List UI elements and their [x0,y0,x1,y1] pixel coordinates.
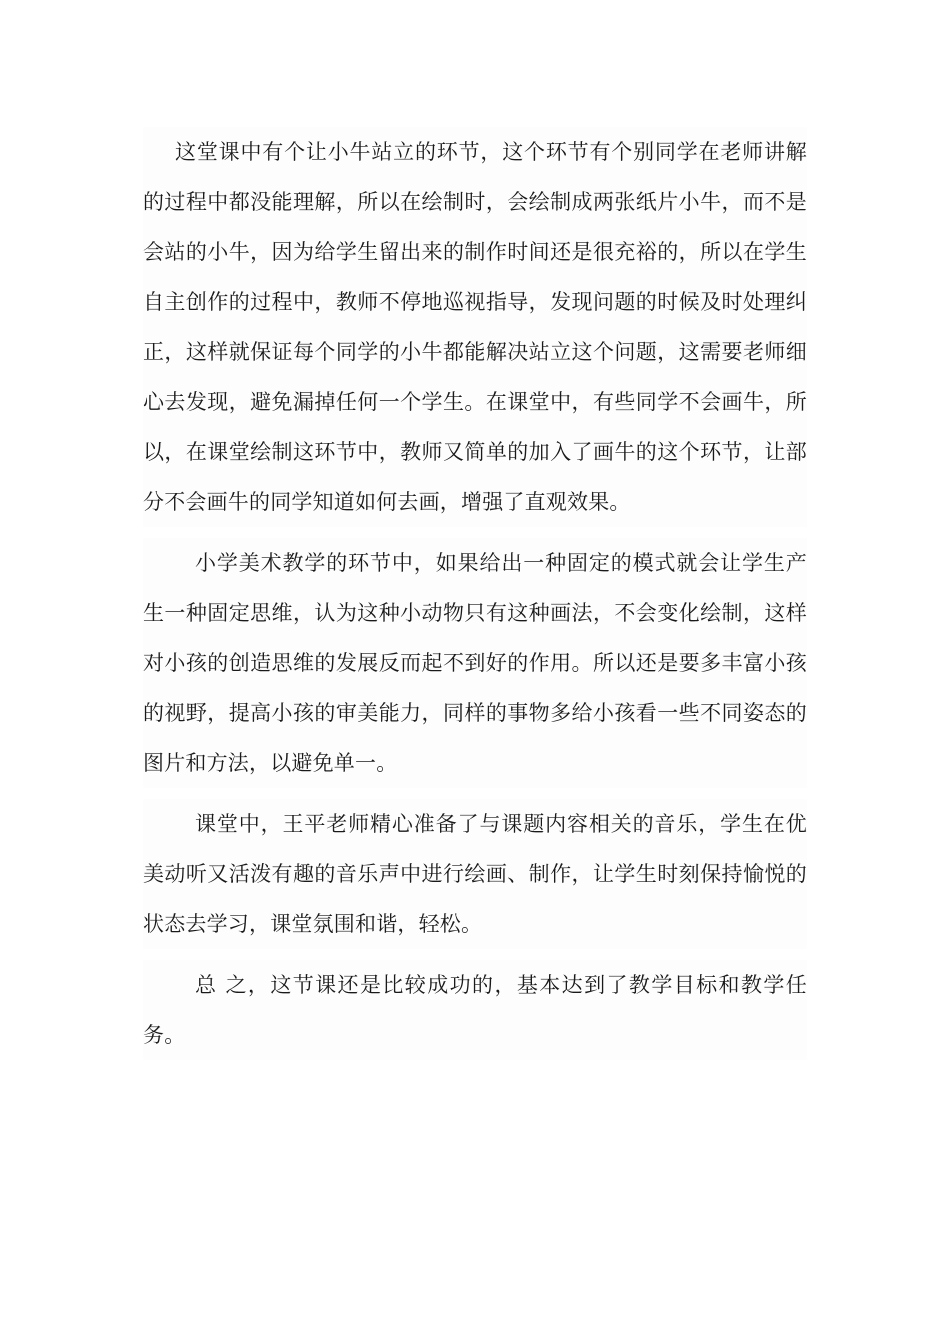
paragraph-3: 课堂中，王平老师精心准备了与课题内容相关的音乐，学生在优美动听又活泼有趣的音乐声中进行绘画、制作，让学生时刻保持愉悦的状态去学习，课堂氛围和谐，轻松。 [143,812,807,936]
paragraph-2: 小学美术教学的环节中，如果给出一种固定的模式就会让学生产生一种固定思维，认为这种小动物只有这种画法，不会变化绘制，这样对小孩的创造思维的发展反而起不到好的作用。所以还是要多丰富小孩的视野，提高小孩的审美能力，同样的事物多给小孩看一些不同姿态的图片和方法，以避免单一。 [143,551,807,775]
paragraph-1: 这堂课中有个让小牛站立的环节，这个环节有个别同学在老师讲解的过程中都没能理解，所以在绘制时，会绘制成两张纸片小牛，而不是会站的小牛，因为给学生留出来的制作时间还是很充裕的，所以在学生自主创作的过程中，教师不停地巡视指导，发现问题的时候及时处理纠正，这样就保证每个同学的小牛都能解决站立这个问题，这需要老师细心去发现，避免漏掉任何一个学生。在课堂中，有些同学不会画牛，所以，在课堂绘制这环节中，教师又简单的加入了画牛的这个环节，让部分不会画牛的同学知道如何去画，增强了直观效果。 [143,140,807,514]
paragraph-4: 总 之，这节课还是比较成功的，基本达到了教学目标和教学任务。 [143,973,807,1047]
text-block-3 [143,799,807,949]
text-block-1 [143,127,807,527]
text-block-2 [143,538,807,788]
text-block-4 [143,960,807,1060]
